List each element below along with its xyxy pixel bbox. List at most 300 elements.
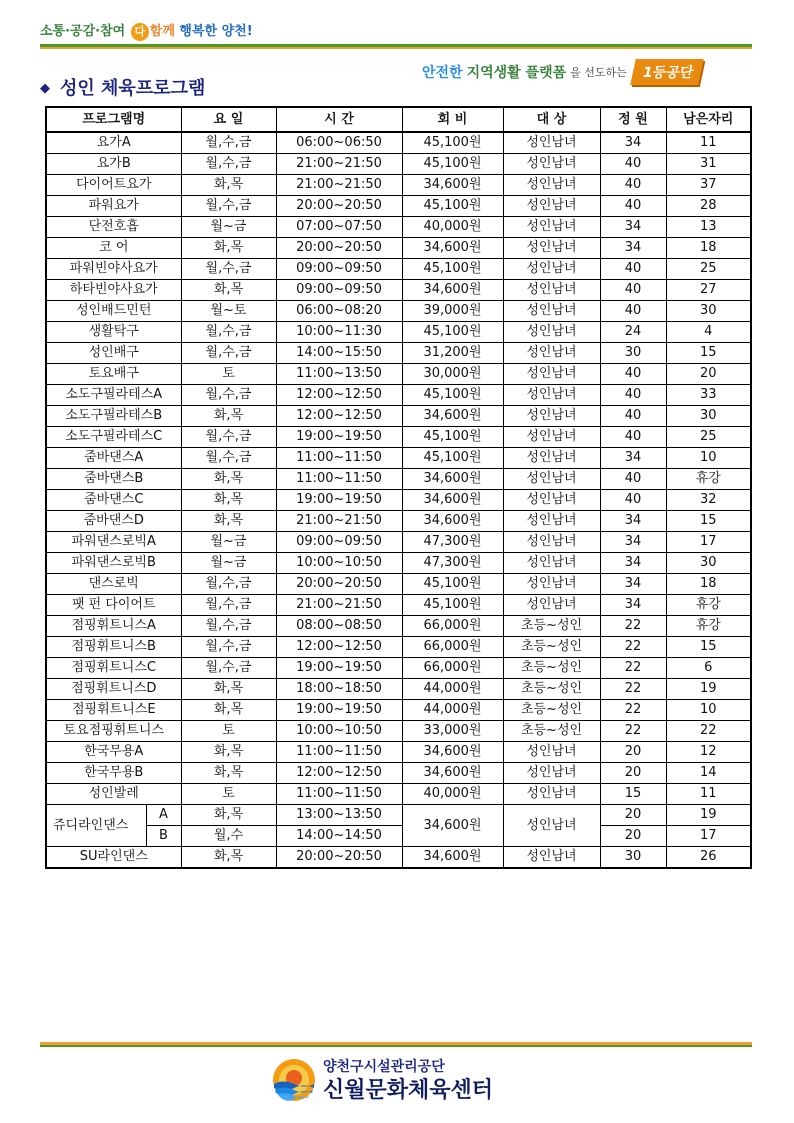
cell-fee: 39,000원 bbox=[402, 301, 503, 322]
cell-time: 21:00~21:50 bbox=[276, 175, 402, 196]
table-row bbox=[46, 490, 751, 511]
table-row bbox=[46, 721, 751, 742]
table-row bbox=[46, 154, 751, 175]
cell-time: 11:00~11:50 bbox=[276, 448, 402, 469]
cell-program: 한국무용B bbox=[46, 763, 181, 784]
cell-day: 화,목 bbox=[181, 805, 276, 826]
cell-target: 성인남녀 bbox=[503, 132, 600, 154]
cell-target: 초등~성인 bbox=[503, 637, 600, 658]
table-row bbox=[46, 385, 751, 406]
cell-day: 월,수,금 bbox=[181, 322, 276, 343]
cell-capacity: 20 bbox=[600, 805, 666, 826]
table-row bbox=[46, 406, 751, 427]
cell-program: 토요점핑휘트니스 bbox=[46, 721, 181, 742]
cell-day: 화,목 bbox=[181, 511, 276, 532]
cell-fee: 34,600원 bbox=[402, 175, 503, 196]
cell-program: 점핑휘트니스B bbox=[46, 637, 181, 658]
cell-remaining: 6 bbox=[666, 658, 751, 679]
cell-time: 19:00~19:50 bbox=[276, 490, 402, 511]
table-row bbox=[46, 280, 751, 301]
cell-time: 14:00~14:50 bbox=[276, 826, 402, 847]
cell-remaining: 18 bbox=[666, 238, 751, 259]
slogan-da-mark: 다 bbox=[131, 23, 149, 41]
cell-time: 21:00~21:50 bbox=[276, 595, 402, 616]
cell-time: 19:00~19:50 bbox=[276, 700, 402, 721]
cell-capacity: 34 bbox=[600, 574, 666, 595]
cell-remaining: 15 bbox=[666, 343, 751, 364]
cell-capacity: 30 bbox=[600, 343, 666, 364]
cell-fee: 34,600원 bbox=[402, 469, 503, 490]
split-program-name: 쥬디라인댄스 bbox=[53, 817, 129, 833]
cell-fee: 45,100원 bbox=[402, 595, 503, 616]
cell-day: 화,목 bbox=[181, 175, 276, 196]
cell-program: 단전호흡 bbox=[46, 217, 181, 238]
cell-day: 토 bbox=[181, 721, 276, 742]
cell-capacity: 22 bbox=[600, 700, 666, 721]
cell-capacity: 40 bbox=[600, 364, 666, 385]
cell-remaining: 32 bbox=[666, 490, 751, 511]
cell-time: 10:00~10:50 bbox=[276, 721, 402, 742]
cell-fee: 40,000원 bbox=[402, 784, 503, 805]
cell-capacity: 34 bbox=[600, 448, 666, 469]
cell-day: 화,목 bbox=[181, 406, 276, 427]
cell-fee: 34,600원 bbox=[402, 511, 503, 532]
cell-capacity: 34 bbox=[600, 553, 666, 574]
table-row bbox=[46, 322, 751, 343]
cell-remaining: 19 bbox=[666, 679, 751, 700]
cell-fee: 44,000원 bbox=[402, 700, 503, 721]
cell-target: 성인남녀 bbox=[503, 196, 600, 217]
cell-day: 월,수,금 bbox=[181, 154, 276, 175]
cell-day: 토 bbox=[181, 784, 276, 805]
cell-remaining: 31 bbox=[666, 154, 751, 175]
cell-program: 팻 펀 다이어트 bbox=[46, 595, 181, 616]
table-row bbox=[46, 679, 751, 700]
cell-remaining: 14 bbox=[666, 763, 751, 784]
cell-program: 다이어트요가 bbox=[46, 175, 181, 196]
cell-program: 댄스로빅 bbox=[46, 574, 181, 595]
cell-program bbox=[46, 805, 181, 847]
cell-time: 12:00~12:50 bbox=[276, 385, 402, 406]
cell-target: 성인남녀 bbox=[503, 532, 600, 553]
cell-fee: 45,100원 bbox=[402, 574, 503, 595]
cell-remaining: 15 bbox=[666, 511, 751, 532]
cell-target: 성인남녀 bbox=[503, 385, 600, 406]
cell-remaining: 28 bbox=[666, 196, 751, 217]
cell-target: 성인남녀 bbox=[503, 427, 600, 448]
table-row bbox=[46, 175, 751, 196]
cell-fee: 34,600원 bbox=[402, 490, 503, 511]
cell-capacity: 40 bbox=[600, 280, 666, 301]
banner-lead: 을 선도하는 bbox=[570, 66, 627, 79]
cell-capacity: 40 bbox=[600, 259, 666, 280]
cell-capacity: 22 bbox=[600, 637, 666, 658]
cell-program: 소도구필라테스A bbox=[46, 385, 181, 406]
cell-capacity: 40 bbox=[600, 196, 666, 217]
table-row bbox=[46, 847, 751, 869]
cell-target: 성인남녀 bbox=[503, 742, 600, 763]
header-remaining: 남은자리 bbox=[666, 107, 751, 132]
cell-day: 월~금 bbox=[181, 217, 276, 238]
cell-target: 성인남녀 bbox=[503, 217, 600, 238]
cell-remaining: 20 bbox=[666, 364, 751, 385]
cell-program: 줌바댄스B bbox=[46, 469, 181, 490]
cell-capacity: 20 bbox=[600, 826, 666, 847]
cell-program: 점핑휘트니스E bbox=[46, 700, 181, 721]
cell-target: 초등~성인 bbox=[503, 658, 600, 679]
slogan bbox=[40, 20, 253, 41]
cell-remaining: 휴강 bbox=[666, 616, 751, 637]
cell-capacity: 40 bbox=[600, 406, 666, 427]
cell-remaining: 13 bbox=[666, 217, 751, 238]
cell-target: 성인남녀 bbox=[503, 301, 600, 322]
cell-capacity: 40 bbox=[600, 427, 666, 448]
cell-fee: 66,000원 bbox=[402, 637, 503, 658]
cell-day: 월,수,금 bbox=[181, 132, 276, 154]
cell-day: 월,수,금 bbox=[181, 448, 276, 469]
cell-remaining: 11 bbox=[666, 784, 751, 805]
cell-day: 월~금 bbox=[181, 532, 276, 553]
cell-time: 19:00~19:50 bbox=[276, 658, 402, 679]
cell-target: 초등~성인 bbox=[503, 616, 600, 637]
cell-program: 파워빈야사요가 bbox=[46, 259, 181, 280]
cell-time: 09:00~09:50 bbox=[276, 532, 402, 553]
org-title: 신월문화체육센터 bbox=[323, 1078, 494, 1103]
cell-time: 21:00~21:50 bbox=[276, 511, 402, 532]
cell-time: 12:00~12:50 bbox=[276, 637, 402, 658]
cell-day: 화,목 bbox=[181, 679, 276, 700]
cell-fee: 47,300원 bbox=[402, 532, 503, 553]
cell-fee: 66,000원 bbox=[402, 616, 503, 637]
cell-fee: 34,600원 bbox=[402, 763, 503, 784]
cell-capacity: 20 bbox=[600, 763, 666, 784]
cell-fee: 34,600원 bbox=[402, 805, 503, 847]
cell-day: 토 bbox=[181, 364, 276, 385]
cell-remaining: 휴강 bbox=[666, 469, 751, 490]
cell-program: 파워요가 bbox=[46, 196, 181, 217]
cell-remaining: 22 bbox=[666, 721, 751, 742]
cell-time: 09:00~09:50 bbox=[276, 280, 402, 301]
cell-time: 20:00~20:50 bbox=[276, 847, 402, 869]
cell-capacity: 22 bbox=[600, 721, 666, 742]
banner-platform: 지역생활 플랫폼 bbox=[466, 65, 567, 81]
cell-day: 화,목 bbox=[181, 490, 276, 511]
cell-target: 초등~성인 bbox=[503, 721, 600, 742]
cell-remaining: 19 bbox=[666, 805, 751, 826]
cell-fee: 45,100원 bbox=[402, 132, 503, 154]
cell-day: 화,목 bbox=[181, 280, 276, 301]
cell-fee: 34,600원 bbox=[402, 742, 503, 763]
cell-time: 12:00~12:50 bbox=[276, 406, 402, 427]
cell-day: 월~토 bbox=[181, 301, 276, 322]
cell-target: 성인남녀 bbox=[503, 490, 600, 511]
cell-capacity: 34 bbox=[600, 595, 666, 616]
cell-target: 초등~성인 bbox=[503, 679, 600, 700]
cell-day: 월,수,금 bbox=[181, 343, 276, 364]
slogan-together: 함께 bbox=[149, 24, 175, 39]
table-row bbox=[46, 658, 751, 679]
table-row bbox=[46, 784, 751, 805]
cell-program: 한국무용A bbox=[46, 742, 181, 763]
cell-capacity: 34 bbox=[600, 132, 666, 154]
cell-fee: 34,600원 bbox=[402, 847, 503, 869]
cell-remaining: 15 bbox=[666, 637, 751, 658]
center-logo-icon bbox=[272, 1058, 316, 1102]
table-row bbox=[46, 427, 751, 448]
header-target: 대 상 bbox=[503, 107, 600, 132]
cell-capacity: 40 bbox=[600, 385, 666, 406]
cell-capacity: 22 bbox=[600, 658, 666, 679]
cell-program: 줌바댄스C bbox=[46, 490, 181, 511]
cell-remaining: 4 bbox=[666, 322, 751, 343]
cell-program: 생활탁구 bbox=[46, 322, 181, 343]
cell-time: 18:00~18:50 bbox=[276, 679, 402, 700]
cell-time: 11:00~11:50 bbox=[276, 742, 402, 763]
cell-target: 성인남녀 bbox=[503, 469, 600, 490]
cell-capacity: 34 bbox=[600, 511, 666, 532]
cell-time: 11:00~11:50 bbox=[276, 784, 402, 805]
cell-time: 08:00~08:50 bbox=[276, 616, 402, 637]
cell-capacity: 40 bbox=[600, 175, 666, 196]
section-title-text: 성인 체육프로그램 bbox=[60, 78, 206, 99]
cell-capacity: 40 bbox=[600, 154, 666, 175]
table-body bbox=[46, 132, 751, 868]
cell-time: 20:00~20:50 bbox=[276, 196, 402, 217]
table-row bbox=[46, 238, 751, 259]
cell-remaining: 12 bbox=[666, 742, 751, 763]
cell-day: 월,수,금 bbox=[181, 658, 276, 679]
header-program: 프로그램명 bbox=[46, 107, 181, 132]
cell-fee: 44,000원 bbox=[402, 679, 503, 700]
section-title bbox=[40, 74, 205, 100]
cell-time: 09:00~09:50 bbox=[276, 259, 402, 280]
cell-remaining: 18 bbox=[666, 574, 751, 595]
slogan-text: 소통·공감·참여 bbox=[40, 24, 126, 39]
cell-target: 성인남녀 bbox=[503, 175, 600, 196]
table-header-row bbox=[46, 107, 751, 132]
cell-program: 점핑휘트니스D bbox=[46, 679, 181, 700]
cell-target: 성인남녀 bbox=[503, 238, 600, 259]
cell-target: 성인남녀 bbox=[503, 805, 600, 847]
cell-remaining: 25 bbox=[666, 259, 751, 280]
cell-time: 11:00~13:50 bbox=[276, 364, 402, 385]
header-time: 시 간 bbox=[276, 107, 402, 132]
table-row bbox=[46, 805, 751, 826]
cell-program: 소도구필라테스B bbox=[46, 406, 181, 427]
cell-program: 줌바댄스A bbox=[46, 448, 181, 469]
cell-day: 월,수,금 bbox=[181, 574, 276, 595]
cell-day: 화,목 bbox=[181, 847, 276, 869]
cell-fee: 45,100원 bbox=[402, 427, 503, 448]
cell-capacity: 40 bbox=[600, 469, 666, 490]
cell-day: 월,수,금 bbox=[181, 637, 276, 658]
cell-remaining: 휴강 bbox=[666, 595, 751, 616]
cell-remaining: 25 bbox=[666, 427, 751, 448]
cell-fee: 45,100원 bbox=[402, 196, 503, 217]
cell-program: SU라인댄스 bbox=[46, 847, 181, 869]
table-row bbox=[46, 616, 751, 637]
cell-target: 성인남녀 bbox=[503, 280, 600, 301]
cell-day: 화,목 bbox=[181, 763, 276, 784]
cell-program: 점핑휘트니스C bbox=[46, 658, 181, 679]
cell-capacity: 34 bbox=[600, 532, 666, 553]
cell-target: 성인남녀 bbox=[503, 574, 600, 595]
cell-remaining: 10 bbox=[666, 700, 751, 721]
cell-remaining: 11 bbox=[666, 132, 751, 154]
cell-target: 성인남녀 bbox=[503, 763, 600, 784]
cell-fee: 45,100원 bbox=[402, 154, 503, 175]
cell-fee: 34,600원 bbox=[402, 280, 503, 301]
table-row bbox=[46, 700, 751, 721]
cell-program: 줌바댄스D bbox=[46, 511, 181, 532]
cell-time: 06:00~08:20 bbox=[276, 301, 402, 322]
cell-day: 월~금 bbox=[181, 553, 276, 574]
table-row bbox=[46, 259, 751, 280]
cell-capacity: 15 bbox=[600, 784, 666, 805]
table-row bbox=[46, 196, 751, 217]
table-row bbox=[46, 574, 751, 595]
header-day: 요 일 bbox=[181, 107, 276, 132]
cell-fee: 40,000원 bbox=[402, 217, 503, 238]
cell-fee: 66,000원 bbox=[402, 658, 503, 679]
cell-target: 성인남녀 bbox=[503, 448, 600, 469]
table-row bbox=[46, 469, 751, 490]
sub-label: A bbox=[147, 805, 181, 826]
sub-label: B bbox=[159, 828, 168, 843]
cell-target: 성인남녀 bbox=[503, 784, 600, 805]
table-row bbox=[46, 364, 751, 385]
cell-time: 07:00~07:50 bbox=[276, 217, 402, 238]
banner-safe: 안전한 bbox=[422, 65, 463, 81]
cell-target: 성인남녀 bbox=[503, 595, 600, 616]
slogan-happy: 행복한 양천! bbox=[179, 24, 253, 39]
banner-badge: 1등공단 bbox=[630, 59, 704, 85]
cell-program: 코 어 bbox=[46, 238, 181, 259]
cell-program: 요가A bbox=[46, 132, 181, 154]
table-row bbox=[46, 511, 751, 532]
cell-remaining: 17 bbox=[666, 532, 751, 553]
cell-target: 성인남녀 bbox=[503, 322, 600, 343]
table-row bbox=[46, 343, 751, 364]
cell-program: 소도구필라테스C bbox=[46, 427, 181, 448]
cell-capacity: 22 bbox=[600, 616, 666, 637]
cell-target: 성인남녀 bbox=[503, 847, 600, 869]
cell-program: 요가B bbox=[46, 154, 181, 175]
cell-remaining: 37 bbox=[666, 175, 751, 196]
cell-day: 화,목 bbox=[181, 700, 276, 721]
diamond-bullet-icon: ◆ bbox=[40, 81, 50, 96]
footer-divider-green bbox=[40, 1045, 752, 1047]
table-row bbox=[46, 553, 751, 574]
banner bbox=[422, 57, 701, 87]
cell-remaining: 33 bbox=[666, 385, 751, 406]
cell-target: 성인남녀 bbox=[503, 553, 600, 574]
cell-target: 성인남녀 bbox=[503, 154, 600, 175]
table-row bbox=[46, 217, 751, 238]
cell-program: 성인발레 bbox=[46, 784, 181, 805]
cell-capacity: 34 bbox=[600, 238, 666, 259]
cell-target: 성인남녀 bbox=[503, 406, 600, 427]
cell-day: 월,수,금 bbox=[181, 385, 276, 406]
cell-fee: 45,100원 bbox=[402, 259, 503, 280]
cell-target: 성인남녀 bbox=[503, 343, 600, 364]
cell-time: 21:00~21:50 bbox=[276, 154, 402, 175]
cell-capacity: 30 bbox=[600, 847, 666, 869]
cell-day: 월,수 bbox=[181, 826, 276, 847]
cell-capacity: 24 bbox=[600, 322, 666, 343]
cell-day: 월,수,금 bbox=[181, 259, 276, 280]
cell-day: 월,수,금 bbox=[181, 196, 276, 217]
org-subtitle: 양천구시설관리공단 bbox=[323, 1059, 445, 1075]
cell-fee: 31,200원 bbox=[402, 343, 503, 364]
cell-day: 월,수,금 bbox=[181, 595, 276, 616]
cell-capacity: 40 bbox=[600, 301, 666, 322]
program-table bbox=[45, 106, 752, 869]
cell-program: 성인배구 bbox=[46, 343, 181, 364]
cell-time: 20:00~20:50 bbox=[276, 238, 402, 259]
cell-fee: 45,100원 bbox=[402, 322, 503, 343]
cell-remaining: 30 bbox=[666, 406, 751, 427]
table-row bbox=[46, 742, 751, 763]
cell-day: 화,목 bbox=[181, 742, 276, 763]
cell-fee: 45,100원 bbox=[402, 385, 503, 406]
table-row bbox=[46, 532, 751, 553]
cell-day: 월,수,금 bbox=[181, 616, 276, 637]
cell-time: 19:00~19:50 bbox=[276, 427, 402, 448]
table-row bbox=[46, 595, 751, 616]
cell-target: 성인남녀 bbox=[503, 511, 600, 532]
cell-program: 파워댄스로빅A bbox=[46, 532, 181, 553]
cell-remaining: 17 bbox=[666, 826, 751, 847]
cell-time: 11:00~11:50 bbox=[276, 469, 402, 490]
cell-program: 성인배드민턴 bbox=[46, 301, 181, 322]
cell-fee: 33,000원 bbox=[402, 721, 503, 742]
cell-capacity: 20 bbox=[600, 742, 666, 763]
sub-label-column bbox=[146, 805, 181, 846]
cell-target: 성인남녀 bbox=[503, 364, 600, 385]
cell-remaining: 27 bbox=[666, 280, 751, 301]
header-fee: 회 비 bbox=[402, 107, 503, 132]
cell-time: 13:00~13:50 bbox=[276, 805, 402, 826]
table-row bbox=[46, 763, 751, 784]
cell-program: 토요배구 bbox=[46, 364, 181, 385]
cell-fee: 45,100원 bbox=[402, 448, 503, 469]
cell-program: 점핑휘트니스A bbox=[46, 616, 181, 637]
cell-day: 월,수,금 bbox=[181, 427, 276, 448]
cell-fee: 47,300원 bbox=[402, 553, 503, 574]
cell-capacity: 40 bbox=[600, 490, 666, 511]
cell-capacity: 34 bbox=[600, 217, 666, 238]
table-row bbox=[46, 301, 751, 322]
cell-time: 10:00~10:50 bbox=[276, 553, 402, 574]
table-row bbox=[46, 637, 751, 658]
table-row bbox=[46, 448, 751, 469]
cell-remaining: 26 bbox=[666, 847, 751, 869]
cell-time: 14:00~15:50 bbox=[276, 343, 402, 364]
cell-time: 10:00~11:30 bbox=[276, 322, 402, 343]
cell-day: 화,목 bbox=[181, 469, 276, 490]
cell-capacity: 22 bbox=[600, 679, 666, 700]
cell-fee: 30,000원 bbox=[402, 364, 503, 385]
cell-program: 파워댄스로빅B bbox=[46, 553, 181, 574]
cell-remaining: 30 bbox=[666, 301, 751, 322]
cell-remaining: 10 bbox=[666, 448, 751, 469]
cell-program: 하타빈야사요가 bbox=[46, 280, 181, 301]
cell-target: 초등~성인 bbox=[503, 700, 600, 721]
cell-fee: 34,600원 bbox=[402, 406, 503, 427]
cell-fee: 34,600원 bbox=[402, 238, 503, 259]
table-row bbox=[46, 132, 751, 154]
